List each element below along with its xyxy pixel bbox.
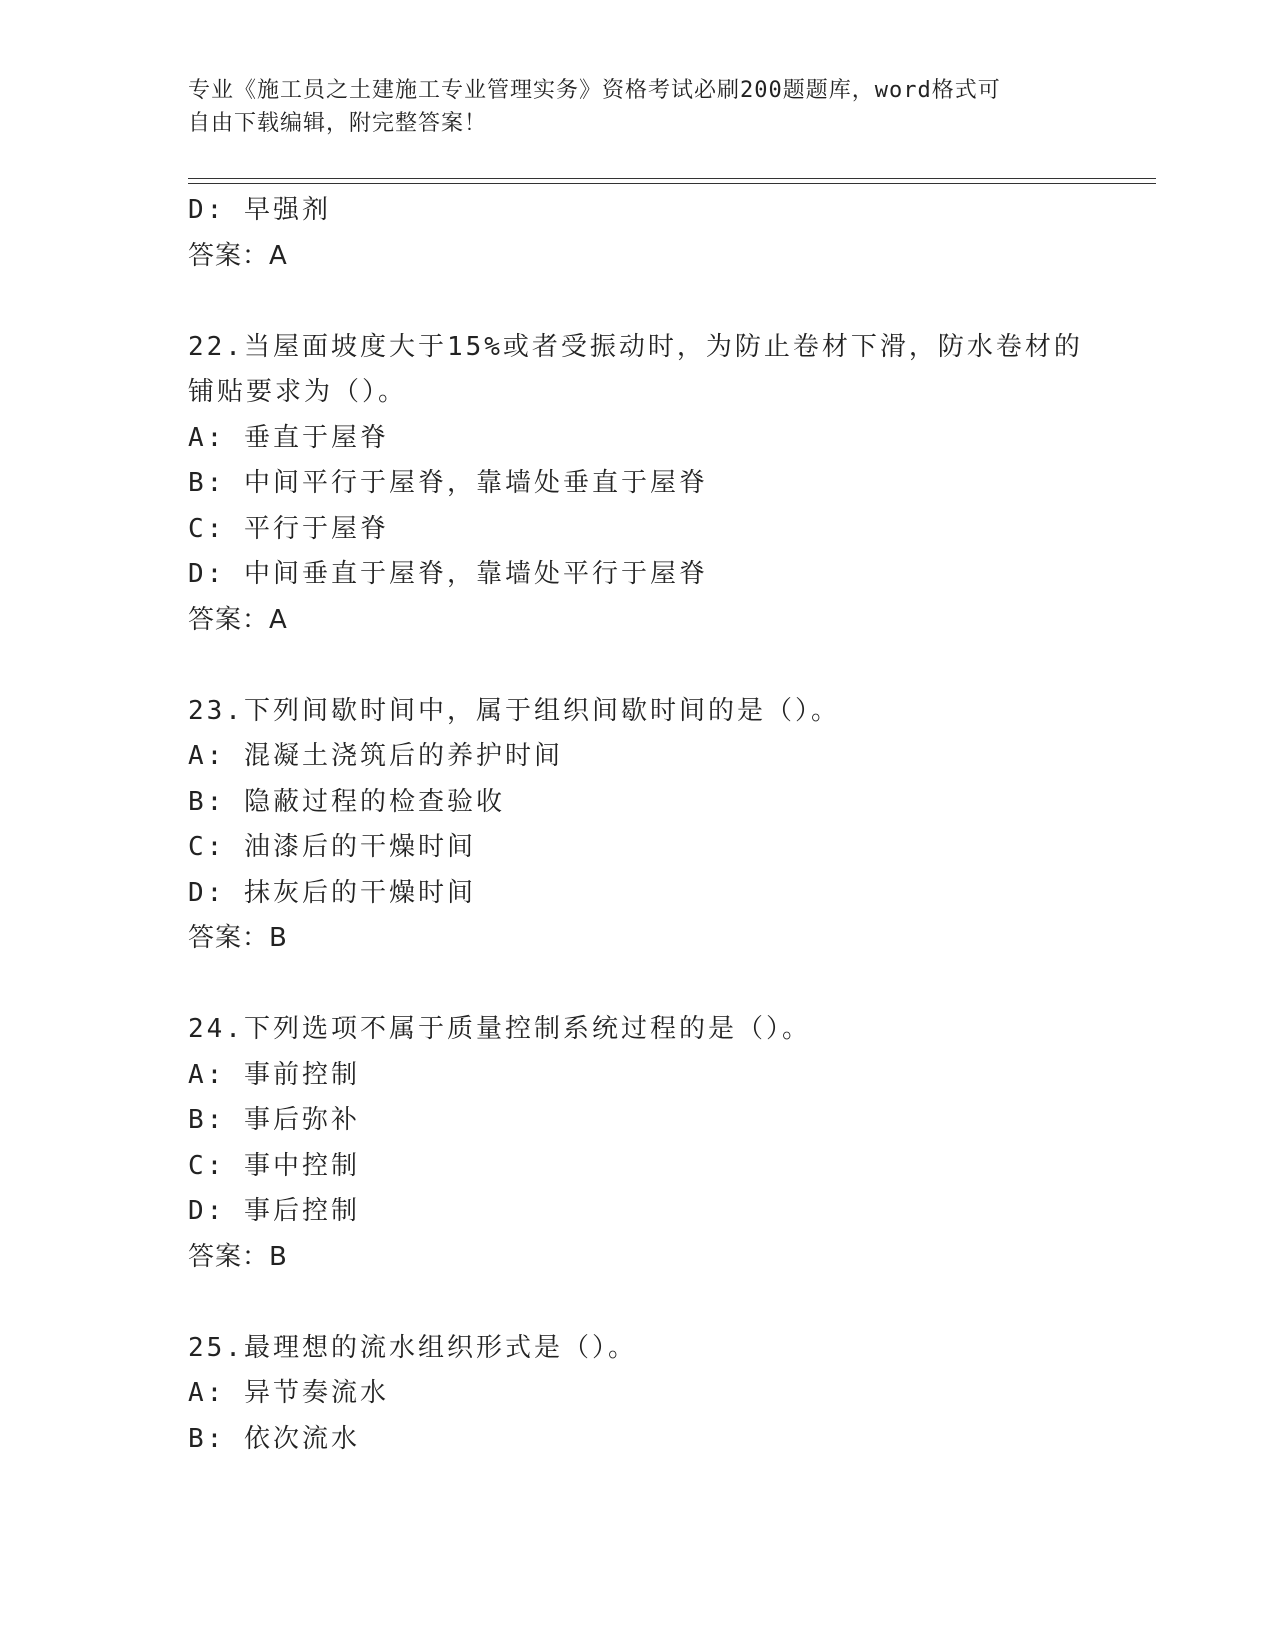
option-d: D: 事后控制 <box>188 1196 360 1226</box>
document-body <box>188 188 1088 1462</box>
option-a: A: 事前控制 <box>188 1059 360 1090</box>
document-header <box>188 74 1068 140</box>
option-d: D: 中间垂直于屋脊，靠墙处平行于屋脊 <box>188 559 708 589</box>
option-c: C: 油漆后的干燥时间 <box>188 832 476 862</box>
question-stem: 23.下列间歇时间中，属于组织间歇时间的是（）。 <box>188 695 840 726</box>
option-b: B: 隐蔽过程的检查验收 <box>188 786 505 817</box>
answer-line: 答案：A <box>188 240 288 271</box>
question-23 <box>188 689 1088 962</box>
answer-line: 答案：B <box>188 1241 288 1272</box>
question-25 <box>188 1326 1088 1463</box>
spacer <box>188 643 1088 689</box>
option-a: A: 垂直于屋脊 <box>188 422 389 453</box>
answer-line: 答案：B <box>188 923 288 953</box>
header-line-2: 自由下载编辑，附完整答案！ <box>188 111 488 136</box>
question-24 <box>188 1007 1088 1280</box>
question-stem: 25.最理想的流水组织形式是（）。 <box>188 1332 637 1363</box>
answer-line: 答案：A <box>188 604 288 635</box>
question-fragment <box>188 188 1088 279</box>
option-c: C: 事中控制 <box>188 1150 360 1181</box>
option-a: A: 异节奏流水 <box>188 1378 389 1408</box>
spacer <box>188 279 1088 325</box>
option-d: D: 抹灰后的干燥时间 <box>188 877 476 908</box>
header-divider-bottom <box>188 183 1156 184</box>
question-22 <box>188 325 1088 644</box>
option-b: B: 事后弥补 <box>188 1105 360 1135</box>
spacer <box>188 1280 1088 1326</box>
question-stem: 24.下列选项不属于质量控制系统过程的是（）。 <box>188 1014 811 1044</box>
spacer <box>188 962 1088 1008</box>
header-line-1: 专业《施工员之土建施工专业管理实务》资格考试必刷200题题库，word格式可 <box>188 78 1001 103</box>
option-b: B: 依次流水 <box>188 1423 360 1454</box>
option-a: A: 混凝土浇筑后的养护时间 <box>188 741 563 771</box>
question-stem: 22.当屋面坡度大于15%或者受振动时，为防止卷材下滑，防水卷材的 <box>188 331 1083 362</box>
option-c: C: 平行于屋脊 <box>188 513 389 544</box>
question-stem: 铺贴要求为（）。 <box>188 377 408 407</box>
option-d: D: 早强剂 <box>188 195 331 225</box>
header-divider-top <box>188 178 1156 179</box>
option-b: B: 中间平行于屋脊，靠墙处垂直于屋脊 <box>188 468 708 498</box>
